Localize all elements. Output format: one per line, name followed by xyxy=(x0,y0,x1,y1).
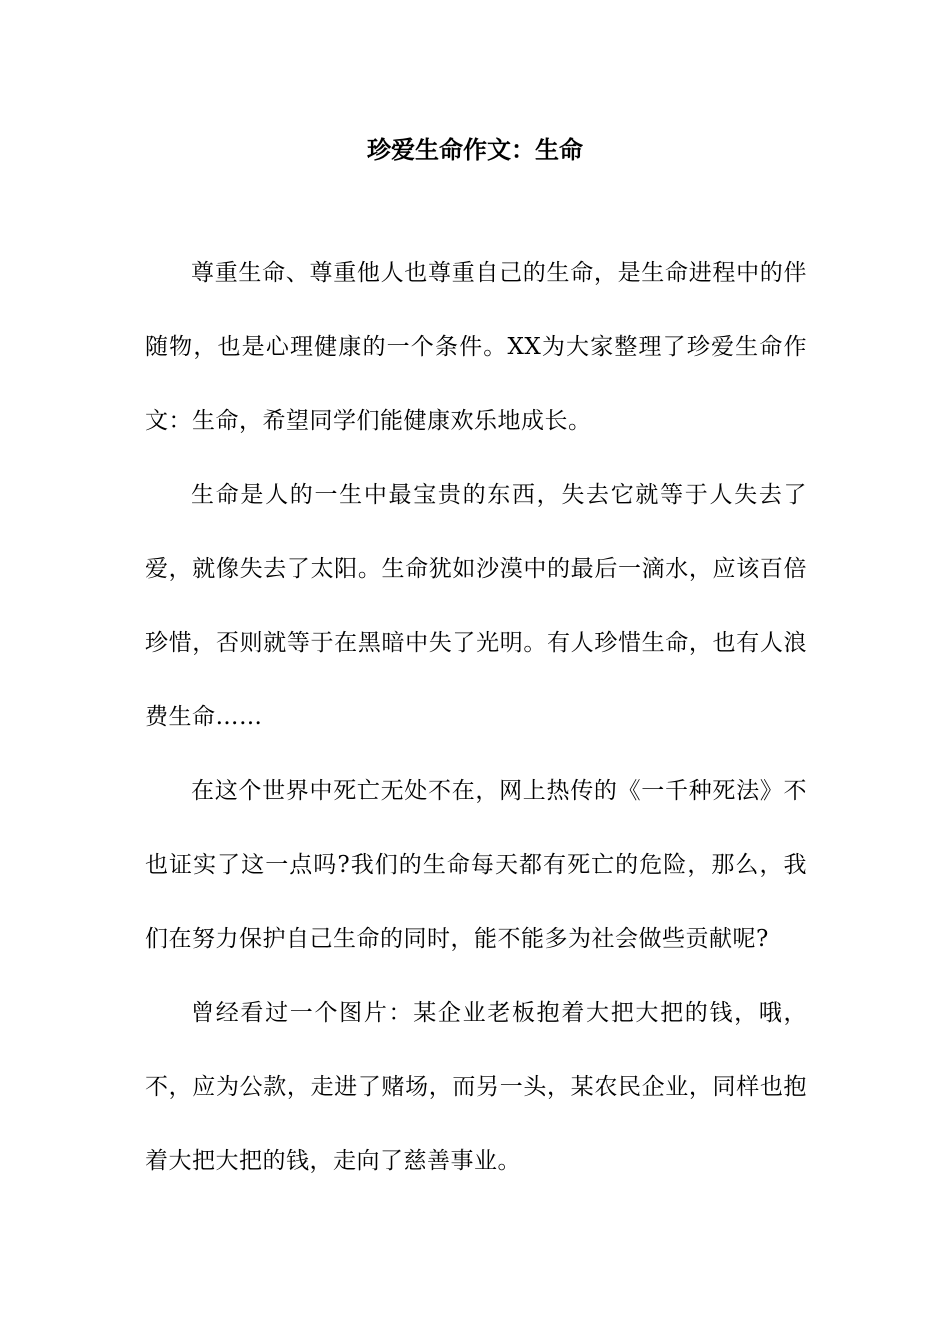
document-body xyxy=(145,236,807,1198)
paragraph-2: 生命是人的一生中最宝贵的东西，失去它就等于人失去了爱，就像失去了太阳。生命犹如沙漠中的最后一滴水，应该百倍珍惜，否则就等于在黑暗中失了光明。有人珍惜生命，也有人浪费生命…… xyxy=(145,482,807,730)
document-title: 珍爱生命作文：生命 xyxy=(367,135,583,164)
paragraph-4: 曾经看过一个图片：某企业老板抱着大把大把的钱，哦，不，应为公款，走进了赌场，而另一头，某农民企业，同样也抱着大把大把的钱，走向了慈善事业。 xyxy=(145,1000,807,1174)
paragraph-1: 尊重生命、尊重他人也尊重自己的生命，是生命进程中的伴随物，也是心理健康的一个条件。XX为大家整理了珍爱生命作文：生命，希望同学们能健康欢乐地成长。 xyxy=(145,260,807,434)
paragraph-3: 在这个世界中死亡无处不在，网上热传的《一千种死法》不也证实了这一点吗?我们的生命每天都有死亡的危险，那么，我们在努力保护自己生命的同时，能不能多为社会做些贡献呢? xyxy=(145,778,807,952)
